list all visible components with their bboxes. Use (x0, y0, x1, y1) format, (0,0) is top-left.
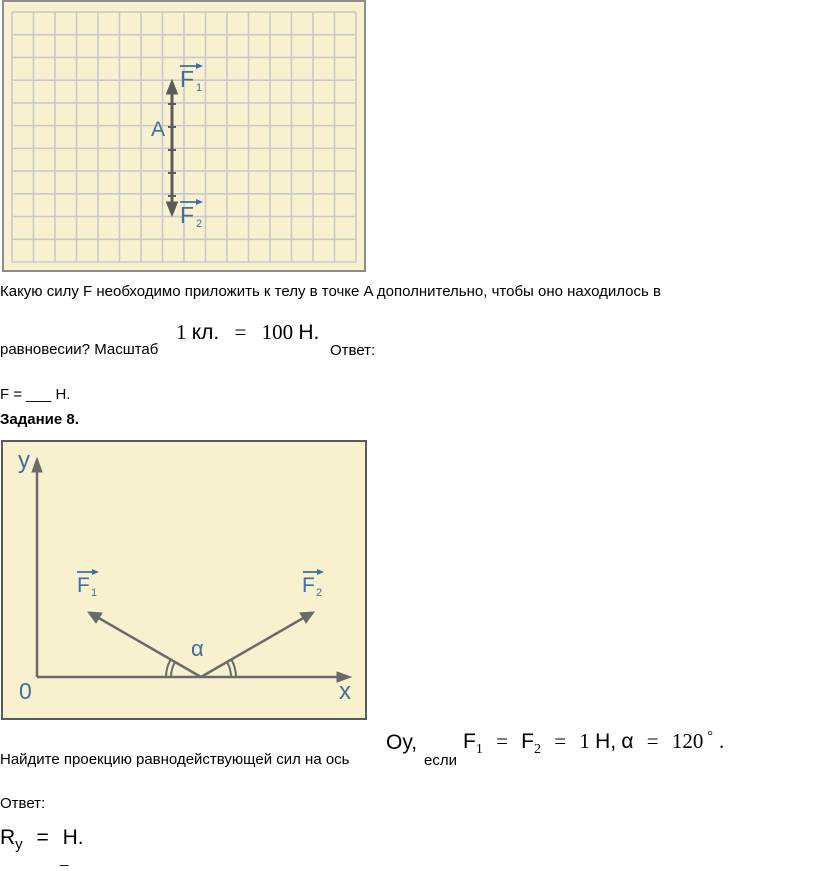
ans-unit: Н. (62, 826, 84, 849)
scale-value: 100 (261, 320, 294, 344)
task8-figure (1, 440, 367, 720)
point-label: A (151, 118, 166, 141)
cond-f2: F (521, 730, 534, 753)
scale-number: 1 (176, 320, 187, 344)
y-axis-label: y (18, 447, 30, 474)
cond-period: . (718, 729, 725, 753)
task7-question-line1: Какую силу F необходимо приложить к телу в точке A дополнительно, чтобы оно находилось в (0, 283, 661, 300)
axis-name: Oy, (386, 731, 418, 754)
cond-equals: = (646, 729, 659, 753)
task7-answer-line: F = ___ Н. (0, 386, 71, 403)
f2-label: F (180, 202, 195, 228)
task8-heading: Задание 8. (0, 411, 79, 428)
cond-alpha: α (621, 730, 634, 753)
cond-unit: Н, (595, 730, 617, 753)
scale-unit-newton: Н. (298, 321, 320, 344)
f2-label: F (302, 574, 315, 597)
task7-figure (2, 0, 366, 272)
scale-formula (176, 320, 319, 345)
cond-value: 1 (579, 729, 590, 753)
cond-equals: = (496, 729, 508, 753)
angle-label: α (191, 636, 204, 661)
task7-answer-label: Ответ: (330, 342, 376, 359)
cond-angle: 120 (671, 729, 704, 753)
scale-equals: = (234, 320, 247, 344)
task7-question-line2: равновесии? Масштаб (0, 341, 159, 358)
task8-answer-label: Ответ: (0, 795, 46, 812)
cond-f2-sub: 2 (534, 742, 541, 758)
f1-label: F (77, 574, 90, 597)
condition-formula (463, 729, 724, 758)
cond-equals: = (554, 729, 567, 753)
x-axis-label: x (339, 678, 351, 705)
answer-blank[interactable]: _ (60, 850, 69, 867)
f1-subscript: 1 (91, 587, 98, 599)
f1-subscript: 1 (196, 82, 203, 94)
cond-f1-sub: 1 (475, 742, 483, 758)
ans-r: R (0, 826, 16, 849)
ans-r-sub: y (15, 836, 23, 854)
origin-label: 0 (19, 678, 32, 704)
ans-equals: = (36, 826, 49, 849)
f2-subscript: 2 (316, 587, 323, 599)
f2-subscript: 2 (196, 218, 203, 230)
task8-if-word: если (424, 752, 457, 769)
answer-formula (0, 826, 84, 853)
cond-f1: F (463, 730, 476, 753)
task8-question: Найдите проекцию равнодействующей сил на ось (0, 751, 350, 768)
cond-degree: ° (707, 729, 713, 744)
f1-label: F (180, 66, 195, 92)
scale-unit-cells: кл. (191, 321, 220, 344)
